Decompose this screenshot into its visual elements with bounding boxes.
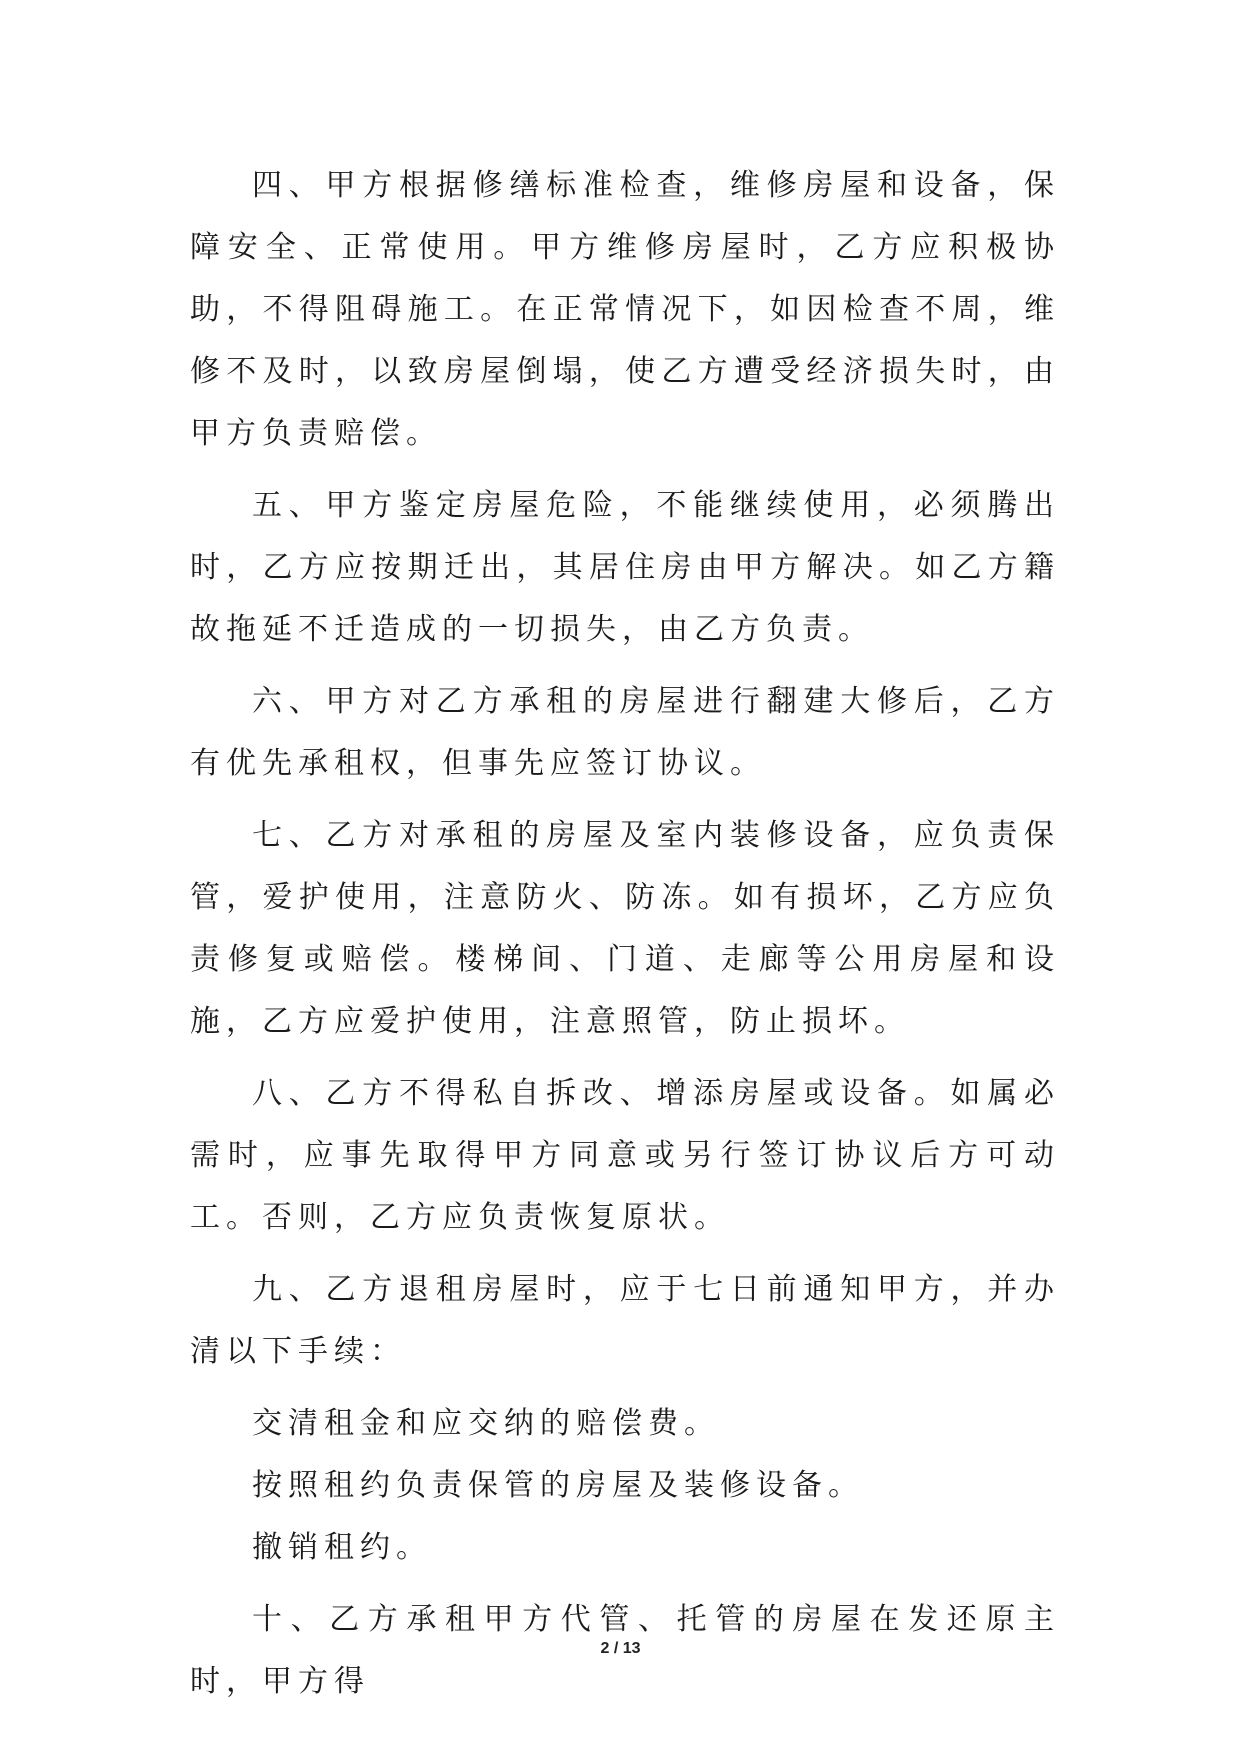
paragraph-clause-6: 六、甲方对乙方承租的房屋进行翻建大修后，乙方有优先承租权，但事先应签订协议。	[190, 684, 1060, 781]
paragraph-clause-7: 七、乙方对承租的房屋及室内装修设备，应负责保管，爱护使用，注意防火、防冻。如有损坏，乙方应负责修复或赔偿。楼梯间、门道、走廊等公用房屋和设施，乙方应爱护使用，注意照管，防止损坏。	[190, 818, 1060, 1039]
paragraph-clause-10: 十、乙方承租甲方代管、托管的房屋在发还原主时，甲方得	[190, 1602, 1060, 1699]
page-number: 2 / 13	[600, 1640, 641, 1657]
paragraph-clause-4: 四、甲方根据修缮标准检查，维修房屋和设备，保障安全、正常使用。甲方维修房屋时，乙方应积极协助，不得阻碍施工。在正常情况下，如因检查不周，维修不及时，以致房屋倒塌，使乙方遭受经济损失时，由甲方负责赔偿。	[190, 168, 1060, 451]
paragraph-clause-8: 八、乙方不得私自拆改、增添房屋或设备。如属必需时，应事先取得甲方同意或另行签订协议后方可动工。否则，乙方应负责恢复原状。	[190, 1076, 1060, 1235]
list-item: 按照租约负责保管的房屋及装修设备。	[252, 1468, 864, 1503]
list-item: 撤销租约。	[252, 1530, 432, 1565]
list-item: 交清租金和应交纳的赔偿费。	[252, 1406, 720, 1441]
document-body	[190, 155, 1060, 1713]
paragraph-clause-9: 九、乙方退租房屋时，应于七日前通知甲方，并办清以下手续：	[190, 1272, 1060, 1369]
paragraph-clause-5: 五、甲方鉴定房屋危险，不能继续使用，必须腾出时，乙方应按期迁出，其居住房由甲方解决。如乙方籍故拖延不迁造成的一切损失，由乙方负责。	[190, 488, 1060, 647]
